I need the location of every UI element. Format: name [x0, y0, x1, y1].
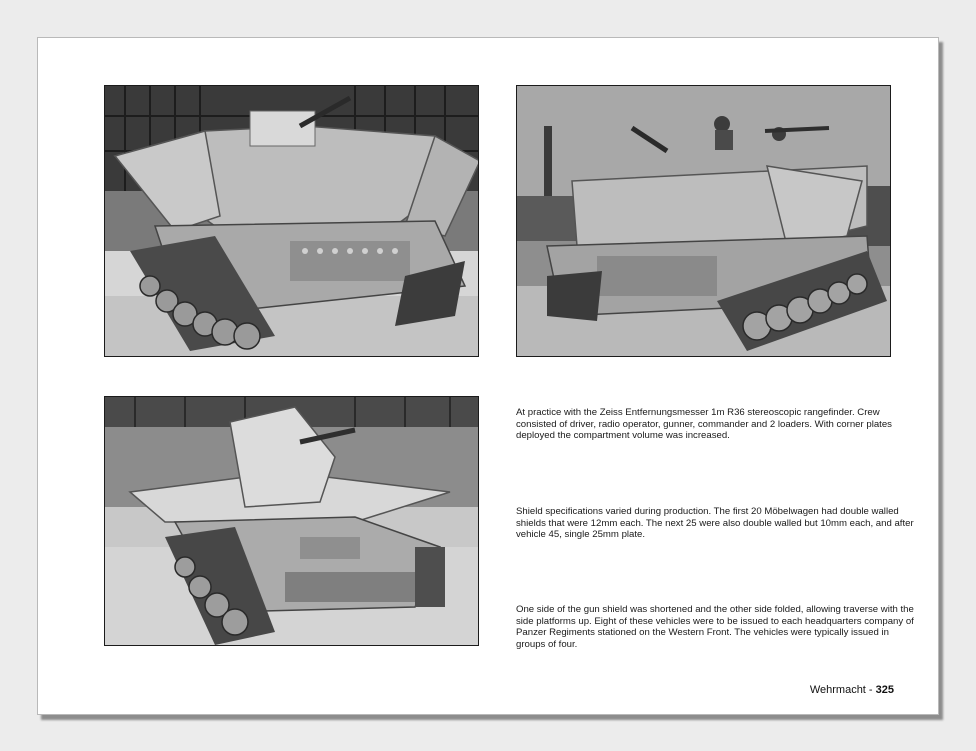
caption-shield-specifications: Shield specifications varied during production. The first 20 Möbelwagen had double walled shields that were 12mm each. The next 25 were also double walled but 10mm each, and after vehicle 45, single 25mm plate.: [516, 506, 914, 541]
photo-tank-front-left: [104, 85, 479, 357]
photo-tank-platforms-down: [104, 396, 479, 646]
book-page: [37, 37, 939, 715]
footer-section-label: Wehrmacht -: [809, 684, 876, 696]
tank-photo-3-image: [105, 397, 478, 645]
page-number: 325: [875, 684, 894, 696]
caption-gun-shield-traverse: One side of the gun shield was shortened and the other side folded, allowing traverse with the side platforms up. Eight of these vehicles were to be issued to each headquarters company of Panzer Regiments stationed on the Western Front. The vehicles were typically issued in groups of four.: [516, 604, 914, 650]
photo-tank-with-crew: [516, 85, 891, 357]
tank-photo-1-image: [105, 86, 478, 356]
tank-photo-2-image: [517, 86, 890, 356]
caption-rangefinder: At practice with the Zeiss Entfernungsmesser 1m R36 stereoscopic rangefinder. Crew consisted of driver, radio operator, gunner, commander and 2 loaders. With corner plates deployed the compartment volume was increased.: [516, 407, 892, 442]
page-footer: [810, 684, 894, 696]
